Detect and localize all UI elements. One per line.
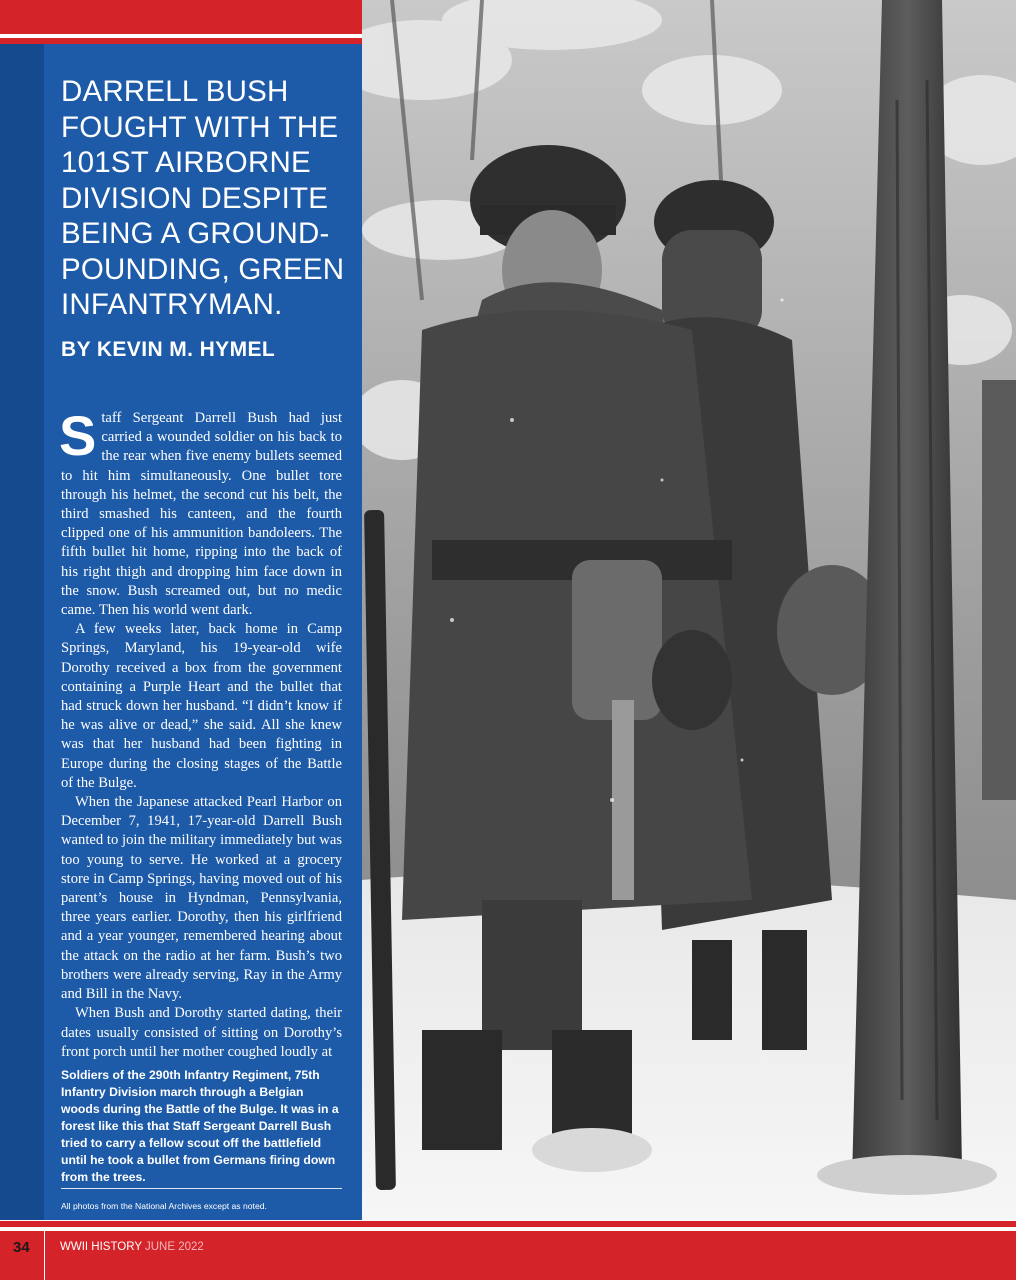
top-red-bar — [0, 0, 362, 34]
body-paragraph — [59, 404, 342, 620]
drop-cap: S — [59, 404, 97, 467]
byline: BY KEVIN M. HYMEL — [61, 338, 276, 361]
photo-credit: All photos from the National Archives except as noted. — [61, 1201, 267, 1211]
issue-date: JUNE 2022 — [145, 1241, 204, 1253]
body-paragraph: When Bush and Dorothy started dating, their dates usually consisted of sitting on Dorothy’s front porch until her mother coughed loudly at — [61, 1005, 342, 1060]
photo-caption: Soldiers of the 290th Infantry Regiment, 75th Infantry Division march through a Belgian woods during the Battle of the Bulge. It was in a forest like this that Staff Sergeant Darrell Bush tried to carry a fellow scout off the battlefield until he took a bullet from Germans firing down from the trees. — [61, 1068, 339, 1184]
folio — [60, 1241, 204, 1253]
footer-divider — [44, 1231, 45, 1280]
bottom-red-rule — [0, 1221, 1016, 1227]
page-footer — [0, 1231, 1016, 1280]
headline: DARRELL BUSH FOUGHT WITH THE 101ST AIRBORNE DIVISION DESPITE BEING A GROUND-POUNDING, GREEN INFANTRYMAN. — [61, 75, 345, 321]
paragraph-text: taff Sergeant Darrell Bush had just carried a wounded soldier on his back to the rear when five enemy bullets seemed to hit him simultaneously. One bullet tore through his helmet, the second cut his belt, the third smashed his canteen, and the fourth clipped one of his ammunition bandoleers. The fifth bullet hit home, ripping into the back of his right thigh and dropping him face down in the snow. Bush screamed out, but no medic came. Then his world went dark. — [61, 410, 342, 619]
body-paragraph: When the Japanese attacked Pearl Harbor on December 7, 1941, 17-year-old Darrell Bush wanted to join the military immediately but was too young to serve. He worked at a grocery store in Camp Springs, having moved out of his parent’s house in Hyndman, Pennsylvania, three years earlier. Dorothy, then his girlfriend and a year younger, remembered hearing about the attack on the radio at her farm. Bush’s two brothers were already serving, Ray in the Army and Bill in the Navy. — [61, 794, 342, 1003]
caption-rule — [61, 1188, 342, 1189]
article-body — [59, 404, 342, 1062]
panel-left-strip — [0, 44, 44, 1220]
soldiers-photo — [362, 0, 1016, 1220]
page-number: 34 — [13, 1239, 30, 1256]
magazine-name: WWII HISTORY — [60, 1241, 142, 1253]
body-paragraph: A few weeks later, back home in Camp Springs, Maryland, his 19-year-old wife Dorothy received a box from the government containing a Purple Heart and the bullet that had struck down her husband. “I didn’t know if he was alive or dead,” she said. All she knew was that her husband had been fighting in Europe during the closing stages of the Battle of the Bulge. — [61, 621, 342, 791]
